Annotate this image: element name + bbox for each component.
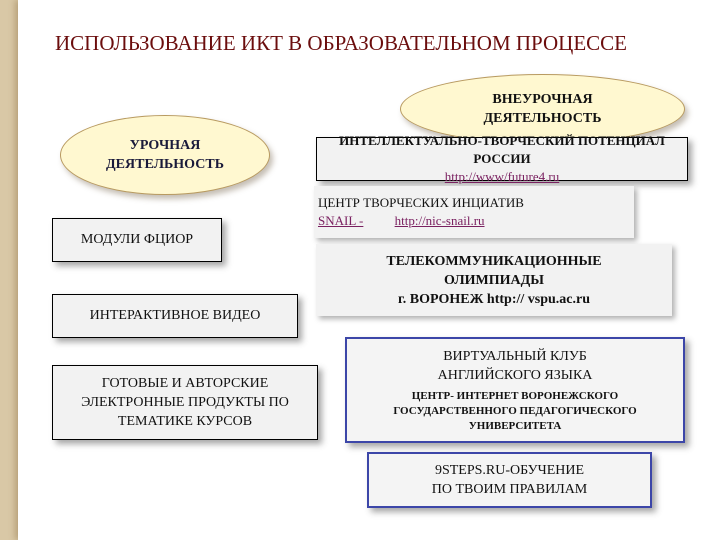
snail-link[interactable]: http://nic-snail.ru	[394, 213, 485, 228]
modules-label: МОДУЛИ ФЦИОР	[80, 232, 194, 247]
english-club-box	[345, 337, 685, 443]
english-club-title: ВИРТУАЛЬНЫЙ КЛУБ АНГЛИЙСКОГО ЯЗЫКА	[437, 348, 593, 383]
potential-box	[316, 133, 688, 184]
snail-title: ЦЕНТР ТВОРЧЕСКИХ ИНЦИАТИВ	[318, 195, 524, 210]
interactive-video-label: ИНТЕРАКТИВНОЕ ВИДЕО	[89, 308, 261, 323]
potential-label: ИНТЕЛЛЕКТУАЛЬНО-ТВОРЧЕСКИЙ ПОТЕНЦИАЛ РОССИИ	[339, 133, 665, 166]
steps-label: 9STEPS.RU-ОБУЧЕНИЕ ПО ТВОИМ ПРАВИЛАМ	[431, 463, 588, 497]
lesson-label: УРОЧНАЯ ДЕЯТЕЛЬНОСТЬ	[106, 138, 224, 172]
olympiad-line: г. ВОРОНЕЖ http:// vspu.ac.ru	[397, 291, 590, 307]
extracurricular-label: ВНЕУРОЧНАЯ ДЕЯТЕЛЬНОСТЬ	[483, 92, 602, 126]
olympiad-title: ТЕЛЕКОММУНИКАЦИОННЫЕ ОЛИМПИАДЫ	[386, 253, 602, 288]
products-label: ГОТОВЫЕ И АВТОРСКИЕ ЭЛЕКТРОННЫЕ ПРОДУКТЫ ПО ТЕМАТИКЕ КУРСОВ	[81, 376, 289, 429]
page-title: ИСПОЛЬЗОВАНИЕ ИКТ В ОБРАЗОВАТЕЛЬНОМ ПРОЦЕССЕ	[55, 31, 627, 55]
interactive-video-box	[52, 294, 298, 338]
english-club-sub: ЦЕНТР- ИНТЕРНЕТ ВОРОНЕЖСКОГО ГОСУДАРСТВЕННОГО ПЕДАГОГИЧЕСКОГО УНИВЕРСИТЕТА	[393, 389, 637, 432]
snail-line	[318, 212, 485, 230]
snail-label[interactable]: SNAIL -	[318, 213, 364, 228]
olympiad-box	[316, 244, 672, 316]
steps-box	[367, 452, 652, 508]
products-box	[52, 365, 318, 440]
potential-link[interactable]: http://www/future4.ru	[444, 169, 560, 184]
modules-box	[52, 218, 222, 262]
lesson-ellipse	[60, 115, 270, 195]
snail-box	[314, 186, 634, 238]
